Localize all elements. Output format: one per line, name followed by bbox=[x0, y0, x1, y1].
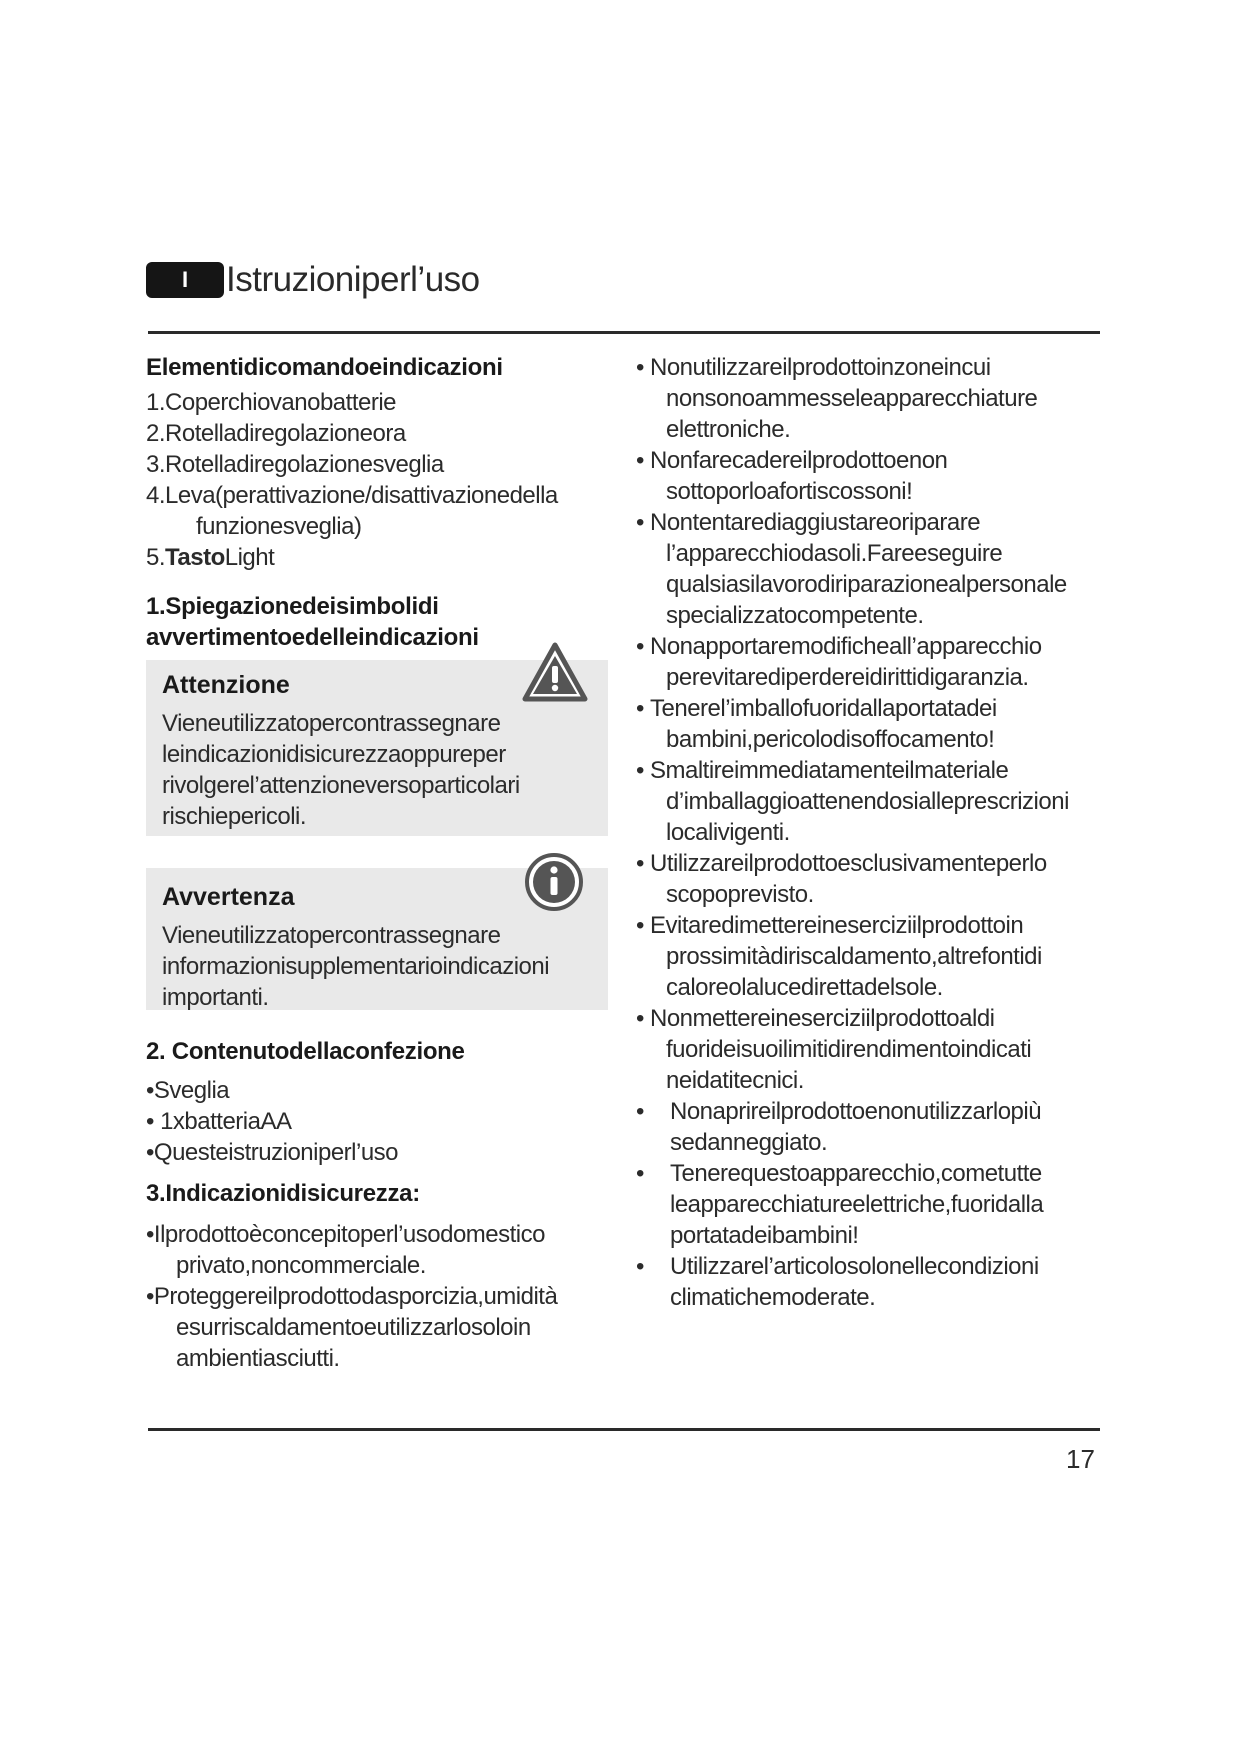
bullet-text: d’imballaggioattenendosialleprescrizioni bbox=[666, 788, 1069, 815]
bullet-dot: • bbox=[636, 1098, 644, 1125]
bullet-text: prossimitàdiriscaldamento,altrefontidi bbox=[666, 943, 1042, 970]
safety-item-continued: esurriscaldamentoeutilizzarlosoloin bbox=[176, 1314, 531, 1341]
bullet-dot: • bbox=[636, 633, 644, 660]
bullet-text: Nonapportaremodificheall’apparecchio bbox=[650, 633, 1042, 660]
bullet-text: localivigenti. bbox=[666, 819, 790, 846]
safety-bullet bbox=[636, 1251, 1106, 1313]
bullet-text: specializzatocompetente. bbox=[666, 602, 924, 629]
safety-bullet bbox=[636, 1003, 1106, 1096]
safety-bullet bbox=[636, 352, 1106, 445]
contents-item: • 1xbatteriaAA bbox=[146, 1108, 292, 1135]
safety-bullet bbox=[636, 848, 1106, 910]
symbols-heading: 1.Spiegazionedeisimbolidi bbox=[146, 593, 439, 620]
bullet-dot: • bbox=[636, 354, 644, 381]
warning-triangle-icon bbox=[522, 642, 588, 702]
safety-bullet bbox=[636, 631, 1106, 693]
control-item: 2.Rotelladiregolazioneora bbox=[146, 420, 406, 447]
bullet-text: climatichemoderate. bbox=[670, 1284, 876, 1311]
safety-bullet bbox=[636, 445, 1106, 507]
page-header bbox=[146, 258, 480, 302]
bullet-text: Nonmettereineserciziilprodottoaldi bbox=[650, 1005, 995, 1032]
control-item: 4.Leva(perattivazione/disattivazionedella bbox=[146, 482, 558, 509]
bullet-text: Utilizzareilprodottoesclusivamenteperlo bbox=[650, 850, 1047, 877]
bullet-dot: • bbox=[636, 509, 644, 536]
bullet-dot: • bbox=[636, 850, 644, 877]
controls-heading: Elementidicomandoeindicazioni bbox=[146, 354, 503, 381]
contents-item: •Questeistruzioniperl’uso bbox=[146, 1139, 399, 1166]
bullet-dot: • bbox=[636, 695, 644, 722]
notice-text-line: Vieneutilizzatopercontrassegnare bbox=[162, 922, 501, 949]
bottom-divider bbox=[148, 1428, 1100, 1431]
bullet-text: l’apparecchiodasoli.Fareeseguire bbox=[666, 540, 1003, 567]
notice-text-line: importanti. bbox=[162, 984, 269, 1011]
attention-text-line: Vieneutilizzatopercontrassegnare bbox=[162, 710, 501, 737]
bullet-text: bambini,pericolodisoffocamento! bbox=[666, 726, 995, 753]
bullet-dot: • bbox=[636, 1160, 644, 1187]
bullet-text: sedanneggiato. bbox=[670, 1129, 828, 1156]
safety-heading: 3.Indicazionidisicurezza: bbox=[146, 1180, 420, 1207]
notice-text-line: informazionisupplementarioindicazioni bbox=[162, 953, 550, 980]
safety-item: •Ilprodottoèconcepitoperl’usodomestico bbox=[146, 1221, 545, 1248]
bullet-text: elettroniche. bbox=[666, 416, 791, 443]
bullet-text: Evitaredimettereineserciziilprodottoin bbox=[650, 912, 1024, 939]
safety-bullet bbox=[636, 507, 1106, 631]
bullet-text: portatadeibambini! bbox=[670, 1222, 859, 1249]
control-number: 5. bbox=[146, 544, 166, 571]
bullet-text: Nontentarediaggiustareoriparare bbox=[650, 509, 981, 536]
safety-bullet bbox=[636, 755, 1106, 848]
control-item: 3.Rotelladiregolazionesveglia bbox=[146, 451, 444, 478]
bullet-text: fuorideisuoilimitidirendimentoindicati bbox=[666, 1036, 1032, 1063]
top-divider bbox=[148, 331, 1100, 334]
safety-bullet bbox=[636, 910, 1106, 1003]
safety-item: •Proteggereilprodottodasporcizia,umidità bbox=[146, 1283, 558, 1310]
safety-bullet bbox=[636, 693, 1106, 755]
right-column bbox=[636, 352, 1106, 1313]
left-column bbox=[146, 352, 616, 653]
bullet-text: scopoprevisto. bbox=[666, 881, 814, 908]
page-title: Istruzioniperl’uso bbox=[226, 260, 480, 299]
bullet-dot: • bbox=[636, 757, 644, 784]
contents-section bbox=[146, 1036, 616, 1374]
attention-text-line: rivolgerel’attenzioneversoparticolari bbox=[162, 772, 520, 799]
control-item: 1.Coperchiovanobatterie bbox=[146, 389, 397, 416]
bullet-text: Smaltireimmediatamenteilmateriale bbox=[650, 757, 1009, 784]
bullet-text: nonsonoammesseleapparecchiature bbox=[666, 385, 1038, 412]
control-label-rest: Light bbox=[224, 544, 275, 571]
attention-title: Attenzione bbox=[162, 671, 290, 699]
bullet-text: perevitarediperdereidirittidigaranzia. bbox=[666, 664, 1029, 691]
bullet-text: neidatitecnici. bbox=[666, 1067, 804, 1094]
safety-item-continued: ambientiasciutti. bbox=[176, 1345, 340, 1372]
control-item bbox=[146, 542, 616, 573]
info-icon bbox=[524, 852, 584, 912]
notice-title: Avvertenza bbox=[162, 883, 295, 911]
attention-text-line: leindicazionidisicurezzaoppureper bbox=[162, 741, 506, 768]
bullet-text: Tenerequestoapparecchio,cometutte bbox=[670, 1160, 1042, 1187]
bullet-text: Nonfarecadereilprodottoenon bbox=[650, 447, 948, 474]
bullet-dot: • bbox=[636, 447, 644, 474]
safety-bullet bbox=[636, 1096, 1106, 1158]
bullet-text: Utilizzarel’articolosolonellecondizioni bbox=[670, 1253, 1039, 1280]
control-item-continued: funzionesveglia) bbox=[196, 513, 362, 540]
bullet-text: caloreolalucedirettadelsole. bbox=[666, 974, 943, 1001]
bullet-text: sottoporloafortiscossoni! bbox=[666, 478, 913, 505]
safety-bullet bbox=[636, 1158, 1106, 1251]
contents-item: •Sveglia bbox=[146, 1077, 230, 1104]
control-bold-label: Tasto bbox=[165, 544, 225, 571]
language-badge: I bbox=[146, 262, 224, 298]
bullet-text: Tenerel’imballofuoridallaportatadei bbox=[650, 695, 997, 722]
bullet-dot: • bbox=[636, 1253, 644, 1280]
safety-item-continued: privato,noncommerciale. bbox=[176, 1252, 426, 1279]
page-number: 17 bbox=[1066, 1444, 1095, 1474]
bullet-text: leapparecchiatureelettriche,fuoridalla bbox=[670, 1191, 1044, 1218]
symbols-heading-continued: avvertimentoedelleindicazioni bbox=[146, 624, 479, 651]
attention-text-line: rischiepericoli. bbox=[162, 803, 307, 830]
contents-heading: 2. Contenutodellaconfezione bbox=[146, 1038, 465, 1065]
bullet-text: Nonutilizzareilprodottoinzoneincui bbox=[650, 354, 991, 381]
bullet-text: qualsiasilavorodiriparazionealpersonale bbox=[666, 571, 1067, 598]
bullet-text: Nonaprireilprodottoenonutilizzarlopiù bbox=[670, 1098, 1042, 1125]
bullet-dot: • bbox=[636, 1005, 644, 1032]
bullet-dot: • bbox=[636, 912, 644, 939]
